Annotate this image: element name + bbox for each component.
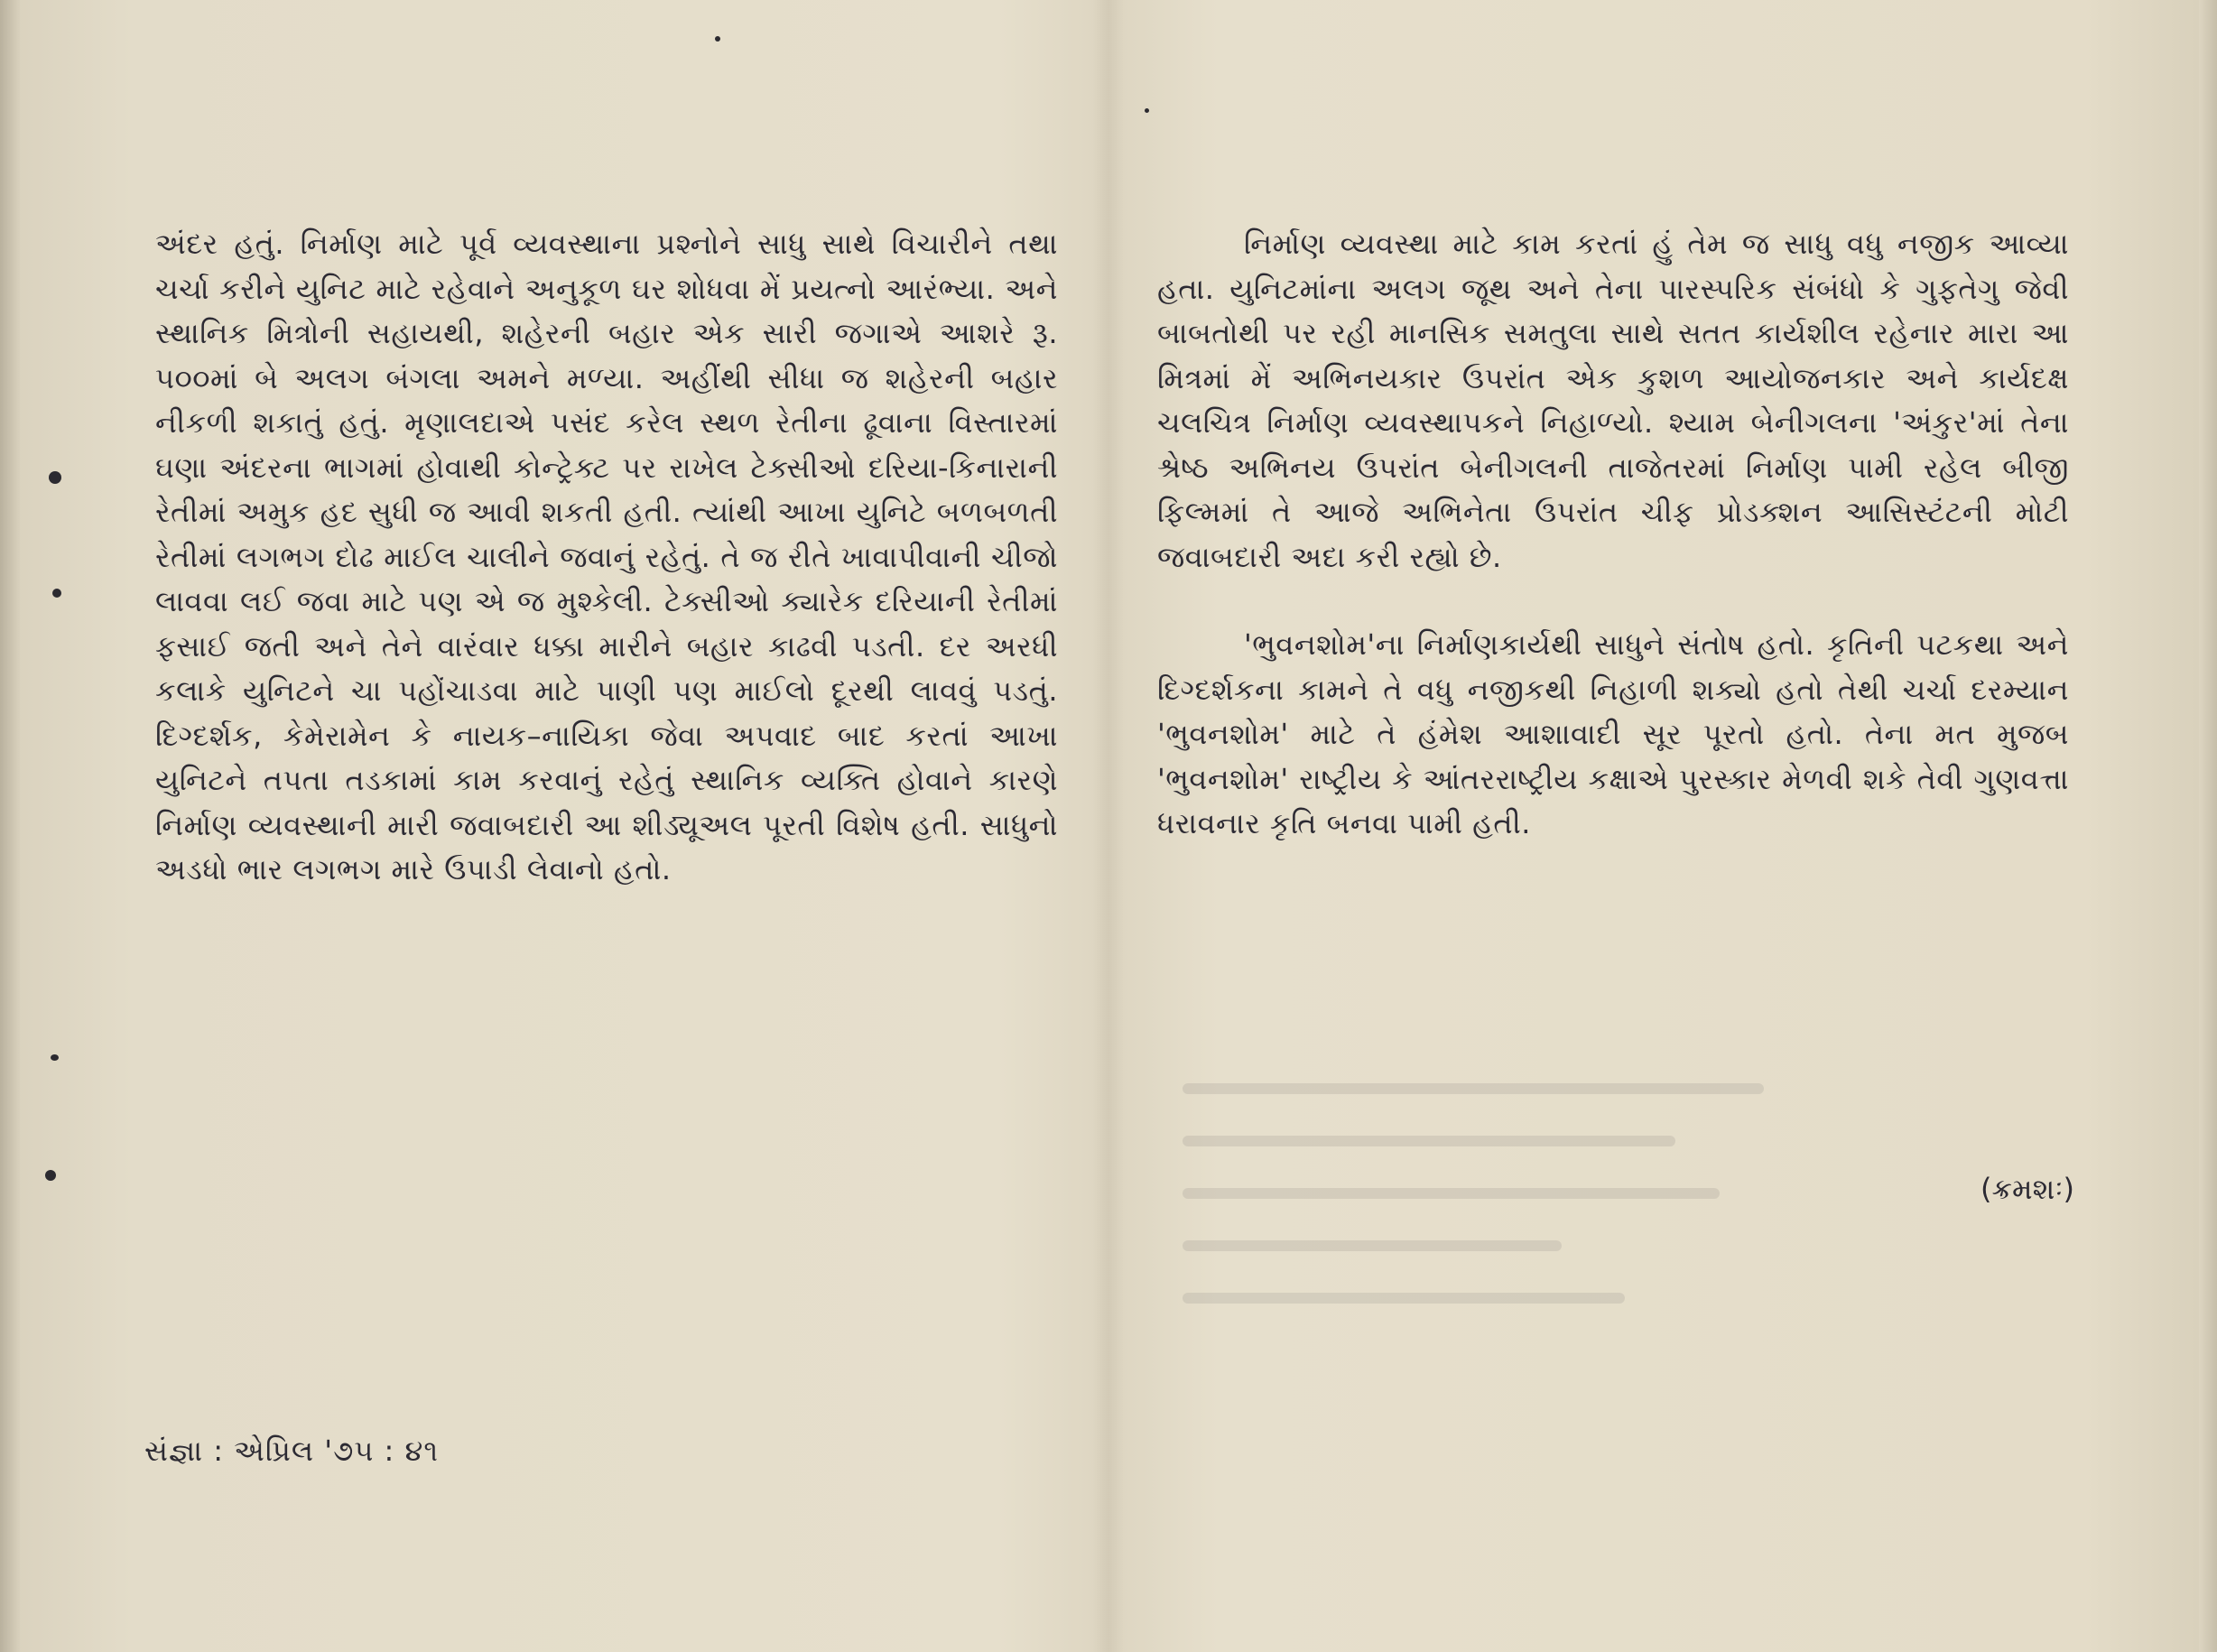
- book-gutter: [1092, 0, 1125, 1652]
- right-page-paragraph-2: 'ભુવનશોમ'ના નિર્માણકાર્યથી સાધુને સંતોષ હતો. કૃતિની પટકથા અને દિગ્દર્શકના કામને તે વધુ નજીકથી નિહાળી શક્યો હતો તેથી ચર્ચા દરમ્યાન 'ભુવનશોમ' માટે તે હંમેશ આશાવાદી સૂર પૂરતો હતો. તેના મત મુજબ 'ભુવનશોમ' રાષ્ટ્રીય કે આંતરરાષ્ટ્રીય કક્ષાએ પુરસ્કાર મેળવી શકે તેવી ગુણવત્તા ધરાવનાર કૃતિ બનવા પામી હતી.: [1157, 627, 2069, 840]
- left-page-text-column: [155, 222, 1058, 893]
- continued-marker: (ક્રમશઃ): [1980, 1172, 2074, 1206]
- page-footer: સંજ્ઞા : એપ્રિલ '૭૫ : ૪૧: [144, 1434, 439, 1468]
- binding-hole-mark: [45, 1170, 56, 1181]
- speck-mark: [1145, 108, 1149, 113]
- binding-hole-mark: [51, 1054, 59, 1061]
- binding-hole-mark: [52, 589, 61, 598]
- right-page-paragraph-1: નિર્માણ વ્યવસ્થા માટે કામ કરતાં હું તેમ જ સાધુ વધુ નજીક આવ્યા હતા. યુનિટમાંના અલગ જૂથ અને તેના પારસ્પરિક સંબંધો કે ગુફતેગુ જેવી બાબતોથી પર રહી માનસિક સમતુલા સાથે સતત કાર્યશીલ રહેનાર મારા આ મિત્રમાં મેં અભિનયકાર ઉપરાંત એક કુશળ આયોજનકાર અને કાર્યદક્ષ ચલચિત્ર નિર્માણ વ્યવસ્થાપકને નિહાળ્યો. શ્યામ બેનીગલના 'અંકુર'માં તેના શ્રેષ્ઠ અભિનય ઉપરાંત બેનીગલની તાજેતરમાં નિર્માણ પામી રહેલ બીજી ફિલ્મમાં તે આજે અભિનેતા ઉપરાંત ચીફ પ્રોડક્શન આસિસ્ટંટની મોટી જવાબદારી અદા કરી રહ્યો છે.: [1157, 227, 2069, 574]
- right-page-edge: [2199, 0, 2217, 1652]
- left-page-edge: [0, 0, 20, 1652]
- bleed-through-text: [1183, 1083, 1814, 1345]
- left-page-paragraph: અંદર હતું. નિર્માણ માટે પૂર્વ વ્યવસ્થાના પ્રશ્નોને સાધુ સાથે વિચારીને તથા ચર્ચા કરીને યુનિટ માટે રહેવાને અનુકૂળ ઘર શોધવા મેં પ્રયત્નો આરંભ્યા. અને સ્થાનિક મિત્રોની સહાયથી, શહેરની બહાર એક સારી જગાએ આશરે રૂ. ૫૦૦માં બે અલગ બંગલા અમને મળ્યા. અહીંથી સીધા જ શહેરની બહાર નીકળી શકાતું હતું. મૃણાલદાએ પસંદ કરેલ સ્થળ રેતીના ઢૂવાના વિસ્તારમાં ઘણા અંદરના ભાગમાં હોવાથી કોન્ટ્રેક્ટ પર રાખેલ ટેક્સીઓ દરિયા-કિનારાની રેતીમાં અમુક હદ સુધી જ આવી શકતી હતી. ત્યાંથી આખા યુનિટે બળબળતી રેતીમાં લગભગ દોઢ માઈલ ચાલીને જવાનું રહેતું. તે જ રીતે ખાવાપીવાની ચીજો લાવવા લઈ જવા માટે પણ એ જ મુશ્કેલી. ટેક્સીઓ ક્યારેક દરિયાની રેતીમાં ફસાઈ જતી અને તેને વારંવાર ધક્કા મારીને બહાર કાઢવી પડતી. દર અરધી કલાકે યુનિટને ચા પહોંચાડવા માટે પાણી પણ માઈલો દૂરથી લાવવું પડતું. દિગ્દર્શક, કેમેરામેન કે નાયક–નાયિકા જેવા અપવાદ બાદ કરતાં આખા યુનિટને તપતા તડકામાં કામ કરવાનું રહેતું સ્થાનિક વ્યક્તિ હોવાને કારણે નિર્માણ વ્યવસ્થાની મારી જવાબદારી આ શીડ્યૂઅલ પૂરતી વિશેષ હતી. સાધુનો અડધો ભાર લગભગ મારે ઉપાડી લેવાનો હતો.: [155, 227, 1058, 886]
- speck-mark: [715, 36, 720, 42]
- binding-hole-mark: [49, 471, 61, 484]
- right-page-text-column: [1157, 222, 2069, 847]
